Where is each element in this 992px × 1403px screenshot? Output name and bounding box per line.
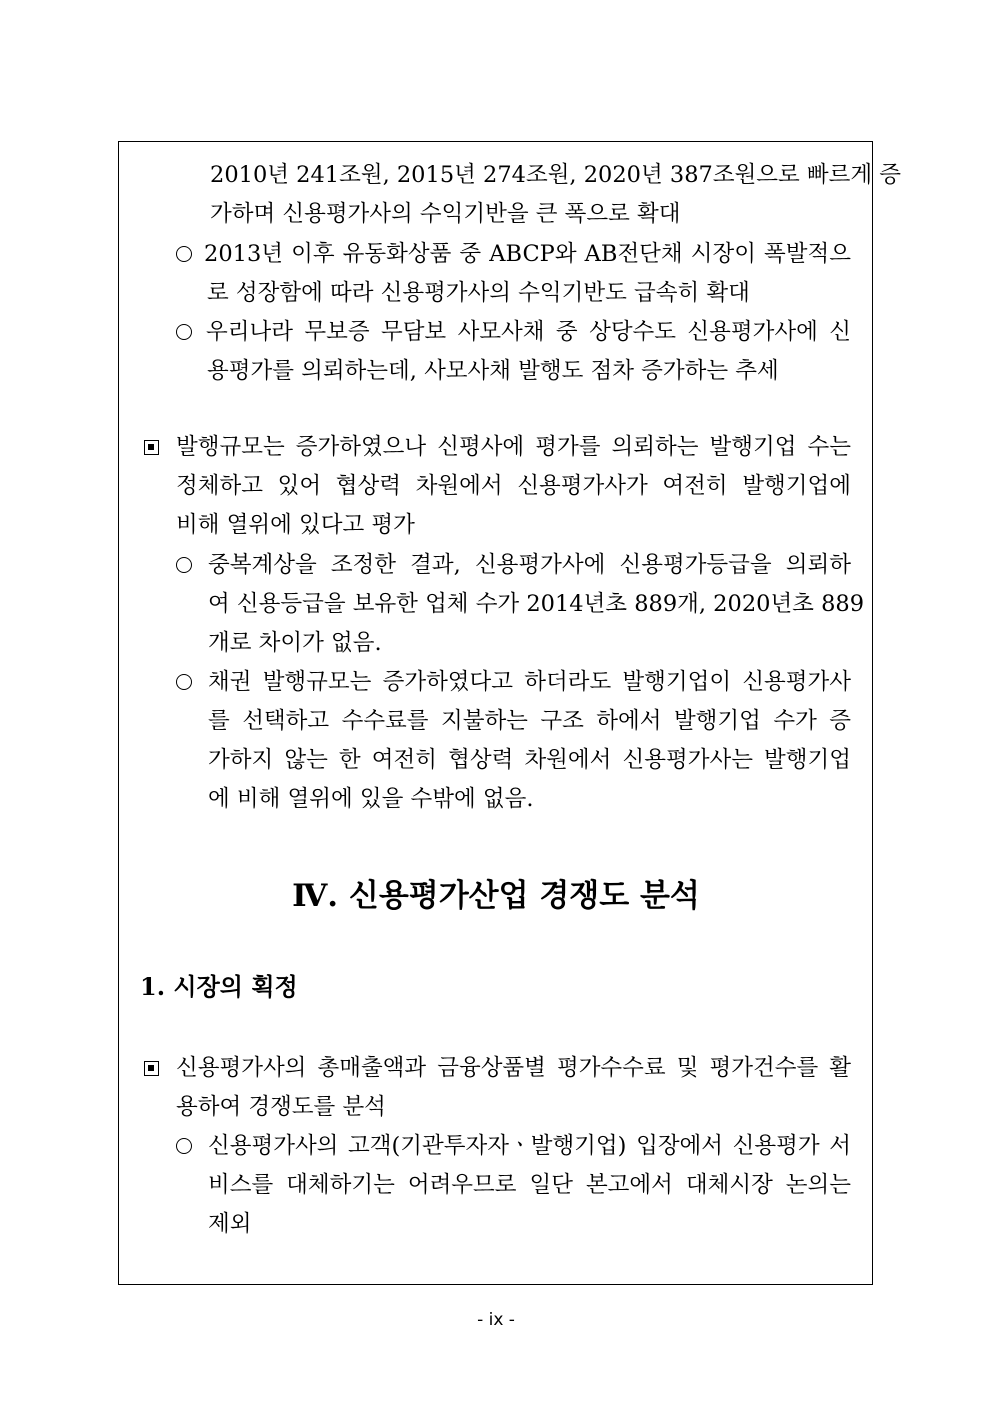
circle-bullet-icon xyxy=(176,324,192,340)
bullet-item-line: 신용평가사의 고객(기관투자자ㆍ발행기업) 입장에서 신용평가 서 xyxy=(208,1133,851,1159)
bullet-item-line: 채권 발행규모는 증가하였다고 하더라도 발행기업이 신용평가사 xyxy=(208,669,851,695)
square-bullet-icon xyxy=(144,1061,159,1076)
bullet-item-line: 중복계상을 조정한 결과, 신용평가사에 신용평가등급을 의뢰하 xyxy=(208,552,851,578)
chapter-title: Ⅳ. 신용평가산업 경쟁도 분석 xyxy=(292,878,700,914)
bullet-item-line: 제외 xyxy=(208,1211,252,1237)
bullet-item-line: 우리나라 무보증 무담보 사모사채 중 상당수도 신용평가사에 신 xyxy=(206,319,851,345)
continuation-line: 2010년 241조원, 2015년 274조원, 2020년 387조원으로 빠르게 증 xyxy=(210,162,902,188)
bullet-item-line: 용평가를 의뢰하는데, 사모사채 발행도 점차 증가하는 추세 xyxy=(207,358,779,384)
main-point-line: 신용평가사의 총매출액과 금융상품별 평가수수료 및 평가건수를 활 xyxy=(176,1055,851,1081)
bullet-item-line: 여 신용등급을 보유한 업체 수가 2014년초 889개, 2020년초 889 xyxy=(208,591,865,617)
continuation-line: 가하며 신용평가사의 수익기반을 큰 폭으로 확대 xyxy=(210,201,681,227)
main-point-line: 정체하고 있어 협상력 차원에서 신용평가사가 여전히 발행기업에 xyxy=(176,473,851,499)
bullet-item-line: 2013년 이후 유동화상품 중 ABCP와 AB전단채 시장이 폭발적으 xyxy=(204,241,851,267)
main-point-line: 용하여 경쟁도를 분석 xyxy=(176,1094,386,1120)
circle-bullet-icon xyxy=(176,246,192,262)
square-bullet-icon xyxy=(144,440,159,455)
main-point-line: 비해 열위에 있다고 평가 xyxy=(176,512,415,538)
section-title: 1. 시장의 획정 xyxy=(140,972,298,1001)
page-number: - ix - xyxy=(477,1310,515,1330)
bullet-item-line: 비스를 대체하기는 어려우므로 일단 본고에서 대체시장 논의는 xyxy=(208,1172,851,1198)
bullet-item-line: 로 성장함에 따라 신용평가사의 수익기반도 급속히 확대 xyxy=(207,280,750,306)
bullet-item-line: 개로 차이가 없음. xyxy=(208,630,382,656)
bullet-item-line: 가하지 않는 한 여전히 협상력 차원에서 신용평가사는 발행기업 xyxy=(208,747,851,773)
bullet-item-line: 를 선택하고 수수료를 지불하는 구조 하에서 발행기업 수가 증 xyxy=(208,708,851,734)
bullet-item-line: 에 비해 열위에 있을 수밖에 없음. xyxy=(208,786,534,812)
main-point-line: 발행규모는 증가하였으나 신평사에 평가를 의뢰하는 발행기업 수는 xyxy=(176,434,851,460)
circle-bullet-icon xyxy=(176,674,192,690)
circle-bullet-icon xyxy=(176,1138,192,1154)
circle-bullet-icon xyxy=(176,557,192,573)
